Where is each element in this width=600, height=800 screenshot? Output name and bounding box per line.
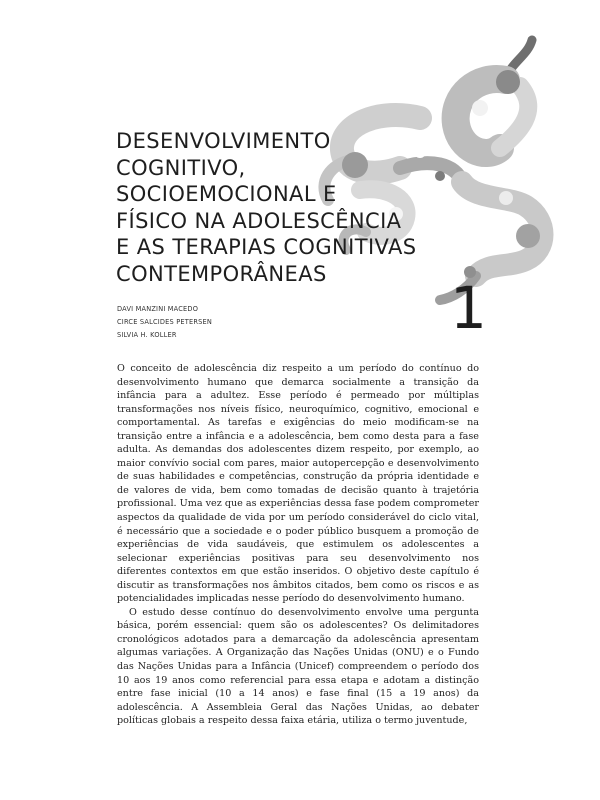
chapter-title-line: DESENVOLVIMENTO (116, 129, 331, 153)
chapter-title-line: FÍSICO NA ADOLESCÊNCIA (116, 208, 402, 233)
author-name: CIRCE SALCIDES PETERSEN (117, 318, 213, 326)
chapter-title-line: COGNITIVO, (116, 155, 246, 180)
chapter-number: 1 (450, 274, 487, 342)
body-paragraph: O estudo desse contínuo do desenvolvimento envolve uma pergunta básica, porém essencial: quem são os adolescentes? Os delimitadores cronológicos adotados para a demarcação da adolescência apresentam algumas variações. A Organização das Nações Unidas (ONU) e o Fundo das Nações Unidas para a Infância (Unicef) compreendem o período dos 10 aos 19 anos como referencial para essa etapa e adotam a distinção entre fase inicial (10 a 14 anos) e fase final (15 a 19 anos) da adolescência. A Assembleia Geral das Nações Unidas, ao debater políticas globais a respeito dessa faixa etária, utiliza o termo juventude, (117, 606, 479, 727)
chapter-body (117, 362, 479, 728)
author-name: DAVI MANZINI MACEDO (117, 305, 199, 313)
chapter-title (116, 128, 446, 287)
author-name: SILVIA H. KOLLER (117, 331, 177, 339)
author-list (117, 303, 212, 342)
chapter-title-line: E AS TERAPIAS COGNITIVAS (116, 235, 417, 259)
chapter-title-line: SOCIOEMOCIONAL E (116, 182, 337, 206)
chapter-title-line: CONTEMPORÂNEAS (116, 261, 327, 286)
body-paragraph: O conceito de adolescência diz respeito a um período do contínuo do desenvolvimento humano que demarca socialmente a transição da infância para a adultez. Esse período é permeado por múltiplas transformações nos níveis físico, neuroquímico, cognitivo, emocional e comportamental. As tarefas e exigências do meio modificam-se na transição entre a infância e a adolescência, bem como desta para a fase adulta. As demandas dos adolescentes dizem respeito, por exemplo, ao maior convívio social com pares, maior autopercepção e desenvolvimento de suas habilidades e competências, construção da própria identidade e de valores de vida, bem como tomadas de decisão quanto à trajetória profissional. Uma vez que as experiências dessa fase podem comprometer aspectos da qualidade de vida por um período considerável do ciclo vital, é necessário que a sociedade e o poder público busquem a promoção de experiências de vida saudáveis, que estimulem os adolescentes a selecionar experiências positivas para seu desenvolvimento nos diferentes contextos em que estão inseridos. O objetivo deste capítulo é discutir as transformações nos âmbitos citados, bem como os riscos e as potencialidades implicadas nesse período do desenvolvimento humano. (117, 363, 479, 605)
